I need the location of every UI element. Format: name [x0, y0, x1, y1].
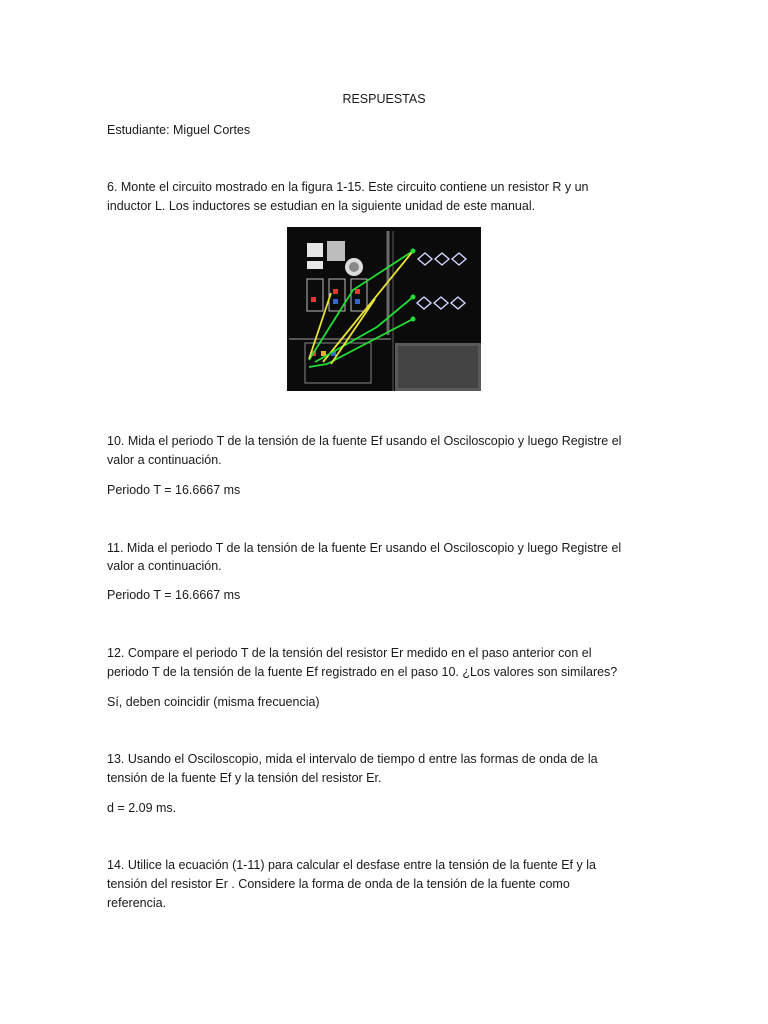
document-title: RESPUESTAS — [342, 92, 426, 106]
q6-line-1: 6. Monte el circuito mostrado en la figura 1-15. Este circuito contiene un resistor R y un — [107, 180, 589, 194]
circuit-figure — [287, 227, 481, 391]
q12-line-2: periodo T de la tensión de la fuente Ef registrado en el paso 10. ¿Los valores son similares? — [107, 665, 618, 679]
q13-line-2: tensión de la fuente Ef y la tensión del resistor Er. — [107, 771, 382, 785]
q11-answer: Periodo T = 16.6667 ms — [107, 588, 241, 602]
q10-answer: Periodo T = 16.6667 ms — [107, 483, 241, 497]
q13-line-1: 13. Usando el Osciloscopio, mida el intervalo de tiempo d entre las formas de onda de la — [107, 752, 598, 766]
q10-line-1: 10. Mida el periodo T de la tensión de la fuente Ef usando el Osciloscopio y luego Registre el — [107, 434, 622, 448]
q13-answer: d = 2.09 ms. — [107, 801, 177, 815]
circuit-panel-image — [287, 227, 481, 391]
q11-line-2: valor a continuación. — [107, 559, 222, 573]
q14-line-2: tensión del resistor Er . Considere la forma de onda de la tensión de la fuente como — [107, 877, 570, 891]
q6-line-2: inductor L. Los inductores se estudian en la siguiente unidad de este manual. — [107, 199, 536, 213]
student-name: Estudiante: Miguel Cortes — [107, 123, 251, 137]
q14-line-1: 14. Utilice la ecuación (1-11) para calcular el desfase entre la tensión de la fuente Ef y la — [107, 858, 596, 872]
q11-line-1: 11. Mida el periodo T de la tensión de la fuente Er usando el Osciloscopio y luego Registre el — [107, 541, 622, 555]
q12-line-1: 12. Compare el periodo T de la tensión del resistor Er medido en el paso anterior con el — [107, 646, 592, 660]
q12-answer: Sí, deben coincidir (misma frecuencia) — [107, 695, 320, 709]
q10-line-2: valor a continuación. — [107, 453, 222, 467]
q14-line-3: referencia. — [107, 896, 167, 910]
